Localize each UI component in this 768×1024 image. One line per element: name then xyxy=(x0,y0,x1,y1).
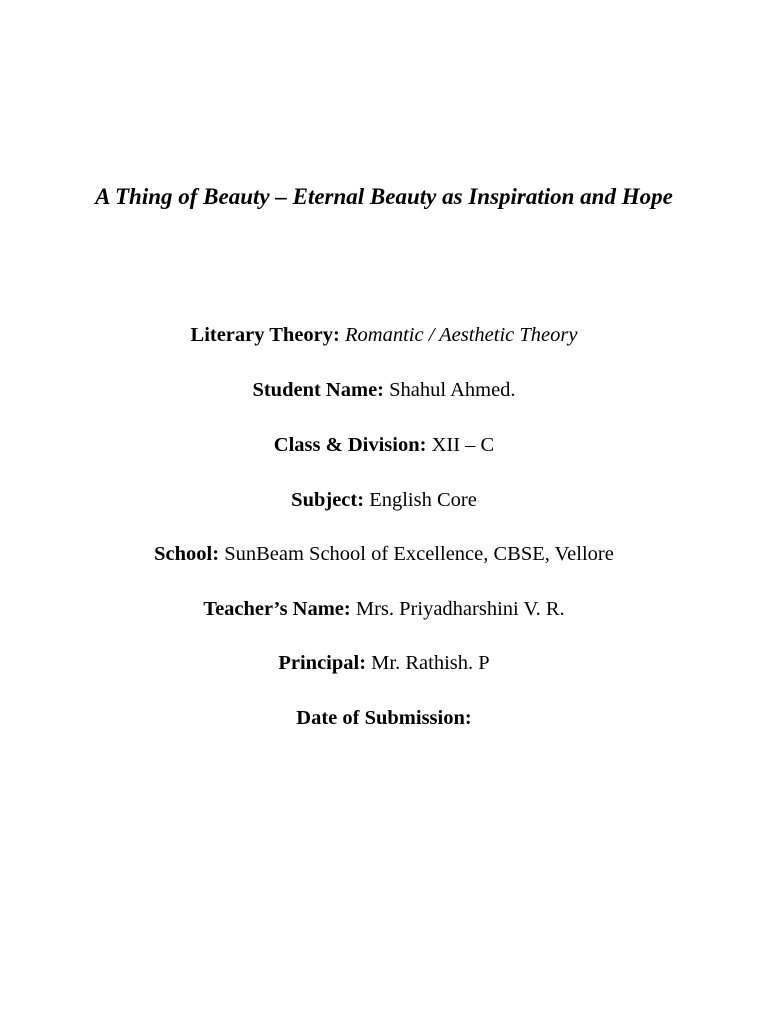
subject-value: English Core xyxy=(369,489,477,511)
literary-theory-line xyxy=(0,322,768,348)
class-division-value: XII – C xyxy=(431,434,495,456)
teacher-name-label: Teacher’s Name: xyxy=(203,598,351,620)
literary-theory-value: Romantic / Aesthetic Theory xyxy=(345,324,578,346)
literary-theory-label: Literary Theory: xyxy=(190,324,340,346)
class-division-label: Class & Division: xyxy=(273,434,427,456)
principal-line xyxy=(0,650,768,676)
teacher-name-line xyxy=(0,596,768,622)
subject-line xyxy=(0,487,768,513)
class-division-line xyxy=(0,432,768,458)
teacher-name-value: Mrs. Priyadharshini V. R. xyxy=(355,598,565,620)
student-name-line xyxy=(0,377,768,403)
document-title: A Thing of Beauty – Eternal Beauty as Inspiration and Hope xyxy=(95,184,673,209)
principal-label: Principal: xyxy=(278,652,367,674)
school-line xyxy=(0,541,768,567)
date-of-submission-label: Date of Submission: xyxy=(296,707,472,729)
subject-label: Subject: xyxy=(291,489,365,511)
school-label: School: xyxy=(154,543,220,565)
principal-value: Mr. Rathish. P xyxy=(371,652,490,674)
school-value: SunBeam School of Excellence, CBSE, Vellore xyxy=(224,543,614,565)
student-name-label: Student Name: xyxy=(252,379,384,401)
student-name-value: Shahul Ahmed. xyxy=(389,379,516,401)
date-of-submission-line xyxy=(0,705,768,731)
